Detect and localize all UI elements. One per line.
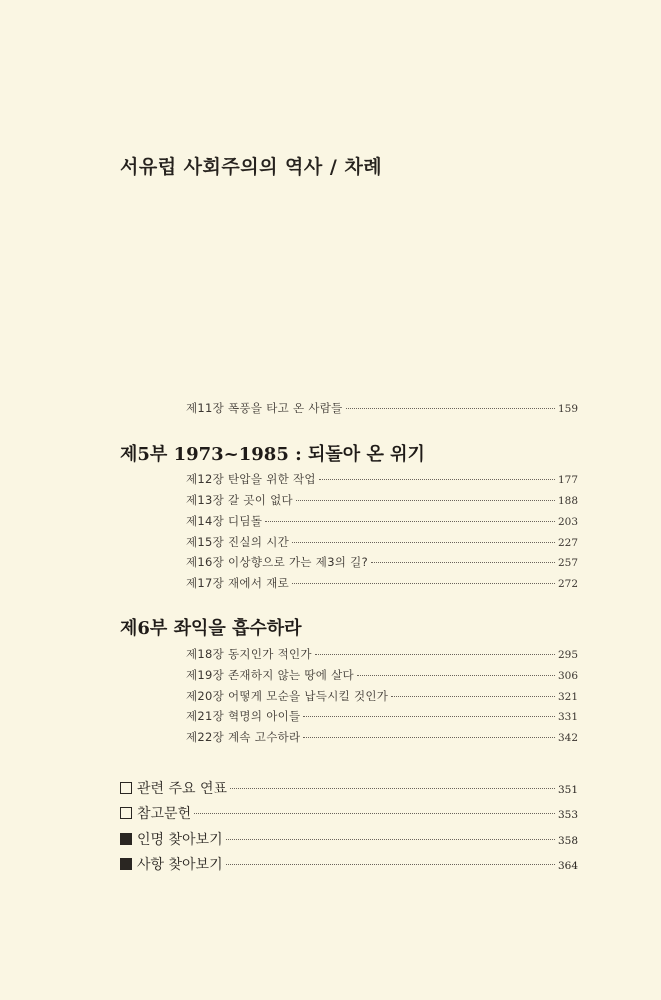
toc-entry[interactable] [186,688,578,704]
toc-entry[interactable] [186,492,578,508]
chapter-title: 제20장 어떻게 모순을 납득시킬 것인가 [186,689,389,703]
page-number: 364 [557,860,578,872]
page-number: 321 [557,691,578,703]
dot-leader [296,500,555,501]
appendix-entry[interactable] [120,803,578,823]
toc-entry[interactable] [186,471,578,487]
toc-entry[interactable] [186,667,578,683]
chapter-title: 제11장 폭풍을 타고 온 사람들 [186,401,343,415]
chapter-title: 제17장 재에서 재로 [186,576,290,590]
chapter-title: 제15장 진실의 시간 [186,535,290,549]
page-number: 295 [557,649,578,661]
appendix-title: 사항 찾아보기 [137,857,223,873]
checkbox-empty-icon [120,782,132,794]
chapter-title: 제16장 이상향으로 가는 제3의 길? [186,555,368,569]
dot-leader [357,675,555,676]
page-title: 서유럽 사회주의의 역사 / 차례 [120,156,383,178]
part-heading: 제5부 1973~1985 : 되돌아 온 위기 [120,444,425,465]
dot-leader [194,813,555,814]
page-number: 306 [557,670,578,682]
toc-entry[interactable] [186,729,578,745]
chapter-title: 제19장 존재하지 않는 땅에 살다 [186,668,354,682]
chapter-title: 제18장 동지인가 적인가 [186,647,312,661]
appendix-entry[interactable] [120,778,578,798]
checkbox-empty-icon [120,807,132,819]
checkbox-filled-icon [120,858,132,870]
toc-entry[interactable] [186,646,578,662]
toc-entry[interactable] [186,575,578,591]
dot-leader [319,479,555,480]
dot-leader [303,737,555,738]
chapter-title: 제22장 계속 고수하라 [186,730,301,744]
page-number: 342 [557,732,578,744]
page-number: 331 [557,711,578,723]
dot-leader [391,696,555,697]
toc-entry[interactable] [186,708,578,724]
chapter-title: 제21장 혁명의 아이들 [186,709,301,723]
page-number: 203 [557,516,578,528]
dot-leader [226,839,555,840]
dot-leader [315,654,555,655]
checkbox-filled-icon [120,833,132,845]
dot-leader [230,788,555,789]
page-number: 227 [557,537,578,549]
chapter-title: 제14장 디딤돌 [186,514,263,528]
page-number: 177 [557,474,578,486]
page-number: 353 [557,809,578,821]
appendix-entry[interactable] [120,829,578,849]
chapter-title: 제12장 탄압을 위한 작업 [186,472,316,486]
dot-leader [371,562,555,563]
toc-entry[interactable] [186,513,578,529]
page-number: 358 [557,835,578,847]
appendix-title: 인명 찾아보기 [137,832,223,848]
appendix-title: 관련 주요 연표 [137,781,228,797]
part-heading: 제6부 좌익을 흡수하라 [120,618,302,639]
page-number: 188 [557,495,578,507]
page-number: 351 [557,784,578,796]
page-number: 272 [557,578,578,590]
page-number: 257 [557,557,578,569]
dot-leader [292,583,555,584]
appendix-title: 참고문헌 [137,806,192,822]
dot-leader [303,716,555,717]
dot-leader [346,408,555,409]
dot-leader [265,521,555,522]
toc-entry[interactable] [186,554,578,570]
toc-entry[interactable] [186,534,578,550]
appendix-entry[interactable] [120,854,578,874]
page-number: 159 [557,403,578,415]
dot-leader [226,864,555,865]
dot-leader [292,542,555,543]
toc-entry[interactable] [186,400,578,416]
chapter-title: 제13장 갈 곳이 없다 [186,493,293,507]
